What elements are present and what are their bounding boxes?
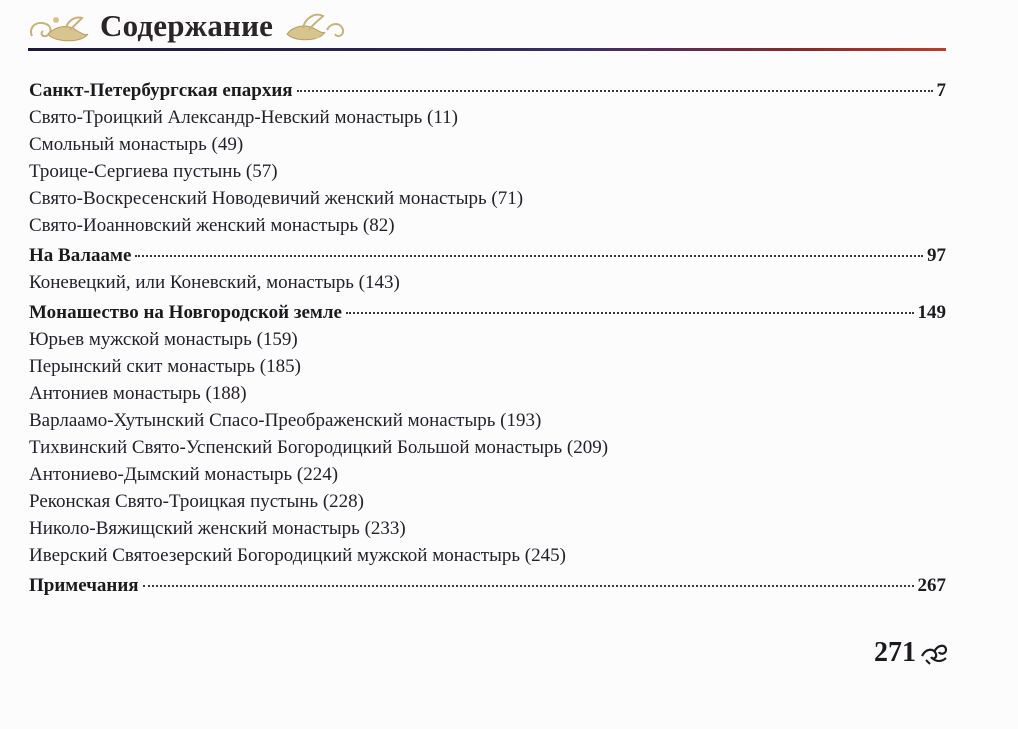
toc-item[interactable]: Варлаамо-Хутынский Спасо-Преображенский монастырь (193) bbox=[29, 410, 542, 431]
page-footer bbox=[874, 635, 948, 671]
header-rule bbox=[28, 48, 946, 51]
gold-floral-ornament-icon bbox=[26, 6, 90, 46]
section-title: Санкт-Петербургская епархия bbox=[29, 80, 293, 101]
toc-section bbox=[29, 573, 946, 599]
toc-item[interactable]: Свято-Иоанновский женский монастырь (82) bbox=[29, 215, 395, 236]
floral-flourish-icon bbox=[920, 640, 948, 666]
toc-item[interactable]: Николо-Вяжищский женский монастырь (233) bbox=[29, 518, 406, 539]
dot-leader bbox=[135, 254, 923, 257]
section-page: 7 bbox=[936, 80, 946, 101]
section-page: 149 bbox=[917, 302, 946, 323]
toc-item[interactable]: Свято-Воскресенский Новодевичий женский монастырь (71) bbox=[29, 188, 524, 209]
section-title: Примечания bbox=[29, 575, 139, 596]
dot-leader bbox=[346, 311, 914, 314]
toc-section bbox=[29, 243, 946, 296]
dot-leader bbox=[297, 89, 933, 92]
section-heading[interactable] bbox=[29, 243, 946, 269]
section-title: Монашество на Новгородской земле bbox=[29, 302, 342, 323]
toc-item[interactable]: Коневецкий, или Коневский, монастырь (143) bbox=[29, 272, 400, 293]
toc-section bbox=[29, 300, 946, 569]
dot-leader bbox=[143, 584, 914, 587]
toc-item[interactable]: Антониево-Дымский монастырь (224) bbox=[29, 464, 339, 485]
section-heading[interactable] bbox=[29, 573, 946, 599]
toc-item[interactable]: Свято-Троицкий Александр-Невский монастырь (11) bbox=[29, 107, 458, 128]
toc-item[interactable]: Перынский скит монастырь (185) bbox=[29, 356, 301, 377]
toc-item[interactable]: Антониев монастырь (188) bbox=[29, 383, 247, 404]
section-heading[interactable] bbox=[29, 78, 946, 104]
toc-item[interactable]: Иверский Святоезерский Богородицкий мужской монастырь (245) bbox=[29, 545, 566, 566]
page-title: Содержание bbox=[100, 8, 274, 43]
toc-item[interactable]: Юрьев мужской монастырь (159) bbox=[29, 329, 298, 350]
page-number: 271 bbox=[874, 637, 916, 668]
toc-section bbox=[29, 78, 946, 239]
page-header bbox=[26, 4, 347, 48]
section-page: 267 bbox=[917, 575, 946, 596]
section-heading[interactable] bbox=[29, 300, 946, 326]
toc-item[interactable]: Тихвинский Свято-Успенский Богородицкий Большой монастырь (209) bbox=[29, 437, 609, 458]
section-page: 97 bbox=[927, 245, 946, 266]
toc-item[interactable]: Смольный монастырь (49) bbox=[29, 134, 244, 155]
table-of-contents bbox=[29, 78, 946, 603]
toc-item[interactable]: Реконская Свято-Троицкая пустынь (228) bbox=[29, 491, 364, 512]
toc-item[interactable]: Троице-Сергиева пустынь (57) bbox=[29, 161, 278, 182]
gold-floral-ornament-icon bbox=[283, 6, 347, 46]
section-title: На Валааме bbox=[29, 245, 132, 266]
